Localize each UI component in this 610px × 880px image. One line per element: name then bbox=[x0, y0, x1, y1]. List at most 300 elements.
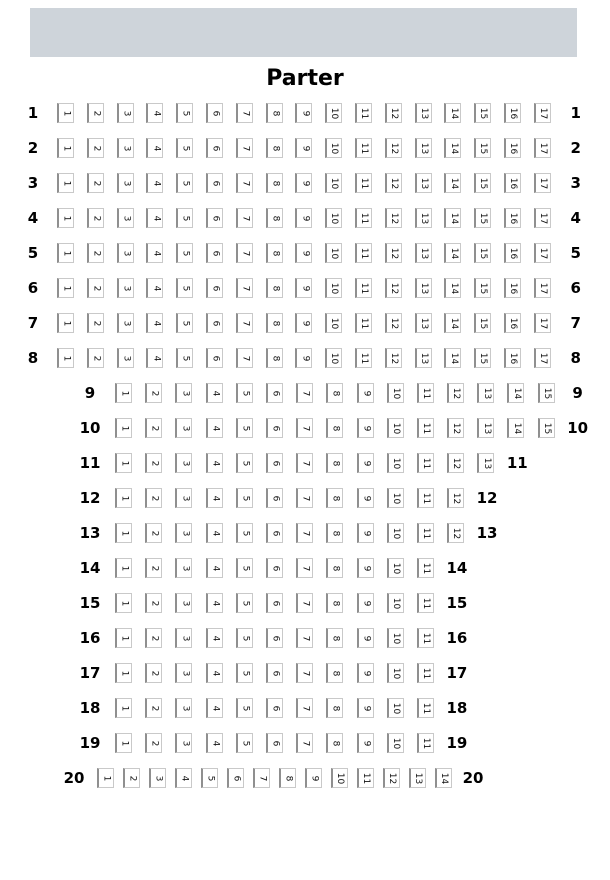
seat-number: 8 bbox=[270, 250, 281, 256]
seat-r4-s9[interactable] bbox=[295, 208, 312, 228]
seat-r16-s8[interactable] bbox=[326, 628, 343, 648]
seat-number: 6 bbox=[270, 740, 281, 746]
seat-r16-s9[interactable] bbox=[357, 628, 374, 648]
seat-r16-s3[interactable] bbox=[175, 628, 192, 648]
seat-r5-s7[interactable] bbox=[236, 243, 253, 263]
seat-r16-s4[interactable] bbox=[206, 628, 223, 648]
seat-r4-s6[interactable] bbox=[206, 208, 223, 228]
seat-r11-s6[interactable] bbox=[266, 453, 283, 473]
seat-r5-s5[interactable] bbox=[176, 243, 193, 263]
seat-r9-s12[interactable] bbox=[447, 383, 464, 403]
seat-number: 11 bbox=[359, 212, 370, 224]
seat-r10-s12[interactable] bbox=[447, 418, 464, 438]
seat-r19-s9[interactable] bbox=[357, 733, 374, 753]
seat-r4-s15[interactable] bbox=[474, 208, 491, 228]
seat-r7-s1[interactable] bbox=[57, 313, 74, 333]
seat-r10-s1[interactable] bbox=[115, 418, 132, 438]
seat-r7-s13[interactable] bbox=[415, 313, 432, 333]
seat-r2-s17[interactable] bbox=[534, 138, 551, 158]
seat-r6-s8[interactable] bbox=[266, 278, 283, 298]
seat-r7-s11[interactable] bbox=[355, 313, 372, 333]
seat-r1-s7[interactable] bbox=[236, 103, 253, 123]
seat-r13-s8[interactable] bbox=[326, 523, 343, 543]
seat-r19-s1[interactable] bbox=[115, 733, 132, 753]
seat-r12-s11[interactable] bbox=[417, 488, 434, 508]
seat-r20-s4[interactable] bbox=[175, 768, 192, 788]
seat-r9-s3[interactable] bbox=[175, 383, 192, 403]
seat-r5-s10[interactable] bbox=[325, 243, 342, 263]
seat-r11-s9[interactable] bbox=[357, 453, 374, 473]
seat-r20-s1[interactable] bbox=[97, 768, 114, 788]
seat-r4-s1[interactable] bbox=[57, 208, 74, 228]
seat-r5-s13[interactable] bbox=[415, 243, 432, 263]
seat-r14-s1[interactable] bbox=[115, 558, 132, 578]
seat-r4-s7[interactable] bbox=[236, 208, 253, 228]
seat-r14-s7[interactable] bbox=[296, 558, 313, 578]
seat-r1-s14[interactable] bbox=[444, 103, 461, 123]
seat-r4-s13[interactable] bbox=[415, 208, 432, 228]
seat-r13-s12[interactable] bbox=[447, 523, 464, 543]
seat-r2-s2[interactable] bbox=[87, 138, 104, 158]
seat-r6-s15[interactable] bbox=[474, 278, 491, 298]
seat-r2-s13[interactable] bbox=[415, 138, 432, 158]
seat-r5-s1[interactable] bbox=[57, 243, 74, 263]
seat-r20-s12[interactable] bbox=[383, 768, 400, 788]
seat-r7-s10[interactable] bbox=[325, 313, 342, 333]
seat-r9-s13[interactable] bbox=[477, 383, 494, 403]
seat-r15-s10[interactable] bbox=[387, 593, 404, 613]
seat-r7-s9[interactable] bbox=[295, 313, 312, 333]
seat-r13-s5[interactable] bbox=[236, 523, 253, 543]
seat-r1-s2[interactable] bbox=[87, 103, 104, 123]
seat-r2-s3[interactable] bbox=[117, 138, 134, 158]
seat-r5-s3[interactable] bbox=[117, 243, 134, 263]
seat-r5-s4[interactable] bbox=[146, 243, 163, 263]
seat-r13-s3[interactable] bbox=[175, 523, 192, 543]
seat-r3-s12[interactable] bbox=[385, 173, 402, 193]
seat-r11-s2[interactable] bbox=[145, 453, 162, 473]
seat-r10-s3[interactable] bbox=[175, 418, 192, 438]
seat-r4-s2[interactable] bbox=[87, 208, 104, 228]
seat-number: 3 bbox=[121, 320, 132, 326]
seat-r4-s16[interactable] bbox=[504, 208, 521, 228]
seat-r6-s1[interactable] bbox=[57, 278, 74, 298]
seat-r7-s5[interactable] bbox=[176, 313, 193, 333]
seat-r8-s5[interactable] bbox=[176, 348, 193, 368]
seat-r6-s12[interactable] bbox=[385, 278, 402, 298]
seat-r1-s10[interactable] bbox=[325, 103, 342, 123]
seat-r17-s8[interactable] bbox=[326, 663, 343, 683]
seat-r17-s1[interactable] bbox=[115, 663, 132, 683]
seat-r13-s6[interactable] bbox=[266, 523, 283, 543]
seat-r6-s3[interactable] bbox=[117, 278, 134, 298]
seat-r7-s2[interactable] bbox=[87, 313, 104, 333]
seat-r20-s3[interactable] bbox=[149, 768, 166, 788]
seat-r8-s16[interactable] bbox=[504, 348, 521, 368]
seat-r6-s16[interactable] bbox=[504, 278, 521, 298]
seat-r6-s4[interactable] bbox=[146, 278, 163, 298]
seat-r16-s11[interactable] bbox=[417, 628, 434, 648]
seat-r7-s14[interactable] bbox=[444, 313, 461, 333]
seat-r18-s10[interactable] bbox=[387, 698, 404, 718]
seat-r7-s16[interactable] bbox=[504, 313, 521, 333]
seat-r7-s8[interactable] bbox=[266, 313, 283, 333]
seat-r13-s9[interactable] bbox=[357, 523, 374, 543]
seat-r9-s11[interactable] bbox=[417, 383, 434, 403]
seat-r9-s4[interactable] bbox=[206, 383, 223, 403]
seat-r15-s11[interactable] bbox=[417, 593, 434, 613]
seat-r17-s11[interactable] bbox=[417, 663, 434, 683]
seat-r2-s4[interactable] bbox=[146, 138, 163, 158]
seat-r8-s11[interactable] bbox=[355, 348, 372, 368]
seat-r1-s17[interactable] bbox=[534, 103, 551, 123]
seat-r3-s2[interactable] bbox=[87, 173, 104, 193]
seat-r10-s9[interactable] bbox=[357, 418, 374, 438]
seat-r18-s6[interactable] bbox=[266, 698, 283, 718]
seat-r18-s11[interactable] bbox=[417, 698, 434, 718]
seat-r10-s7[interactable] bbox=[296, 418, 313, 438]
seat-r17-s4[interactable] bbox=[206, 663, 223, 683]
seat-r1-s3[interactable] bbox=[117, 103, 134, 123]
seat-r3-s8[interactable] bbox=[266, 173, 283, 193]
seat-r17-s2[interactable] bbox=[145, 663, 162, 683]
seat-r2-s14[interactable] bbox=[444, 138, 461, 158]
seat-r2-s11[interactable] bbox=[355, 138, 372, 158]
seat-r8-s12[interactable] bbox=[385, 348, 402, 368]
seat-r17-s10[interactable] bbox=[387, 663, 404, 683]
seat-r11-s10[interactable] bbox=[387, 453, 404, 473]
seat-r5-s16[interactable] bbox=[504, 243, 521, 263]
seat-number: 9 bbox=[299, 320, 310, 326]
seat-r12-s3[interactable] bbox=[175, 488, 192, 508]
seat-r16-s6[interactable] bbox=[266, 628, 283, 648]
seat-r11-s5[interactable] bbox=[236, 453, 253, 473]
seat-r2-s9[interactable] bbox=[295, 138, 312, 158]
seat-r10-s8[interactable] bbox=[326, 418, 343, 438]
seat-r13-s11[interactable] bbox=[417, 523, 434, 543]
seat-r8-s6[interactable] bbox=[206, 348, 223, 368]
seat-r15-s1[interactable] bbox=[115, 593, 132, 613]
seat-r19-s8[interactable] bbox=[326, 733, 343, 753]
seat-r12-s5[interactable] bbox=[236, 488, 253, 508]
seat-r20-s8[interactable] bbox=[279, 768, 296, 788]
seat-r1-s5[interactable] bbox=[176, 103, 193, 123]
seat-r8-s4[interactable] bbox=[146, 348, 163, 368]
seat-r6-s13[interactable] bbox=[415, 278, 432, 298]
seat-r14-s9[interactable] bbox=[357, 558, 374, 578]
seat-r15-s3[interactable] bbox=[175, 593, 192, 613]
seat-r10-s4[interactable] bbox=[206, 418, 223, 438]
seat-number: 10 bbox=[391, 457, 402, 469]
seat-r14-s5[interactable] bbox=[236, 558, 253, 578]
seat-r19-s5[interactable] bbox=[236, 733, 253, 753]
seat-r2-s7[interactable] bbox=[236, 138, 253, 158]
seat-r5-s2[interactable] bbox=[87, 243, 104, 263]
seat-r14-s11[interactable] bbox=[417, 558, 434, 578]
seat-r17-s9[interactable] bbox=[357, 663, 374, 683]
seat-r14-s6[interactable] bbox=[266, 558, 283, 578]
seat-r8-s10[interactable] bbox=[325, 348, 342, 368]
seat-r15-s2[interactable] bbox=[145, 593, 162, 613]
seat-r10-s13[interactable] bbox=[477, 418, 494, 438]
seat-r18-s9[interactable] bbox=[357, 698, 374, 718]
seat-r8-s2[interactable] bbox=[87, 348, 104, 368]
seat-r4-s11[interactable] bbox=[355, 208, 372, 228]
seat-r14-s2[interactable] bbox=[145, 558, 162, 578]
seat-r9-s15[interactable] bbox=[538, 383, 555, 403]
seat-r7-s3[interactable] bbox=[117, 313, 134, 333]
seat-r13-s1[interactable] bbox=[115, 523, 132, 543]
seat-r3-s10[interactable] bbox=[325, 173, 342, 193]
seat-r12-s12[interactable] bbox=[447, 488, 464, 508]
seat-r12-s10[interactable] bbox=[387, 488, 404, 508]
seat-r6-s17[interactable] bbox=[534, 278, 551, 298]
seat-r18-s3[interactable] bbox=[175, 698, 192, 718]
seat-r14-s8[interactable] bbox=[326, 558, 343, 578]
seat-number: 11 bbox=[421, 632, 432, 644]
seat-r18-s7[interactable] bbox=[296, 698, 313, 718]
seat-r2-s6[interactable] bbox=[206, 138, 223, 158]
seat-r6-s11[interactable] bbox=[355, 278, 372, 298]
seat-r16-s7[interactable] bbox=[296, 628, 313, 648]
row-label-right: 12 bbox=[476, 488, 498, 507]
seat-r15-s8[interactable] bbox=[326, 593, 343, 613]
seat-r3-s13[interactable] bbox=[415, 173, 432, 193]
seat-r9-s1[interactable] bbox=[115, 383, 132, 403]
seat-r7-s7[interactable] bbox=[236, 313, 253, 333]
seat-r9-s5[interactable] bbox=[236, 383, 253, 403]
seat-r1-s9[interactable] bbox=[295, 103, 312, 123]
seat-r20-s2[interactable] bbox=[123, 768, 140, 788]
seat-r16-s10[interactable] bbox=[387, 628, 404, 648]
seat-r3-s16[interactable] bbox=[504, 173, 521, 193]
seat-r20-s11[interactable] bbox=[357, 768, 374, 788]
seat-r19-s3[interactable] bbox=[175, 733, 192, 753]
seat-r2-s5[interactable] bbox=[176, 138, 193, 158]
seat-r17-s7[interactable] bbox=[296, 663, 313, 683]
seat-r7-s6[interactable] bbox=[206, 313, 223, 333]
seat-r18-s2[interactable] bbox=[145, 698, 162, 718]
seat-r15-s9[interactable] bbox=[357, 593, 374, 613]
seat-r20-s14[interactable] bbox=[435, 768, 452, 788]
seat-r18-s5[interactable] bbox=[236, 698, 253, 718]
seat-r19-s11[interactable] bbox=[417, 733, 434, 753]
seat-r1-s16[interactable] bbox=[504, 103, 521, 123]
seat-r10-s2[interactable] bbox=[145, 418, 162, 438]
seat-r11-s12[interactable] bbox=[447, 453, 464, 473]
seat-r1-s1[interactable] bbox=[57, 103, 74, 123]
seat-r13-s2[interactable] bbox=[145, 523, 162, 543]
seat-r13-s4[interactable] bbox=[206, 523, 223, 543]
row-label-right: 2 bbox=[570, 138, 581, 157]
seat-r5-s11[interactable] bbox=[355, 243, 372, 263]
seat-r19-s4[interactable] bbox=[206, 733, 223, 753]
seat-r3-s1[interactable] bbox=[57, 173, 74, 193]
seat-r3-s14[interactable] bbox=[444, 173, 461, 193]
seat-r3-s15[interactable] bbox=[474, 173, 491, 193]
seat-r6-s7[interactable] bbox=[236, 278, 253, 298]
seat-r13-s10[interactable] bbox=[387, 523, 404, 543]
seat-r4-s17[interactable] bbox=[534, 208, 551, 228]
seat-r10-s15[interactable] bbox=[538, 418, 555, 438]
seat-r6-s6[interactable] bbox=[206, 278, 223, 298]
seat-r8-s3[interactable] bbox=[117, 348, 134, 368]
seat-r8-s17[interactable] bbox=[534, 348, 551, 368]
seat-r4-s5[interactable] bbox=[176, 208, 193, 228]
seat-r19-s6[interactable] bbox=[266, 733, 283, 753]
seat-r5-s15[interactable] bbox=[474, 243, 491, 263]
seat-r10-s6[interactable] bbox=[266, 418, 283, 438]
seat-r1-s12[interactable] bbox=[385, 103, 402, 123]
seat-r16-s1[interactable] bbox=[115, 628, 132, 648]
seat-r8-s14[interactable] bbox=[444, 348, 461, 368]
seat-r2-s16[interactable] bbox=[504, 138, 521, 158]
seat-r8-s8[interactable] bbox=[266, 348, 283, 368]
seat-r1-s8[interactable] bbox=[266, 103, 283, 123]
seat-r5-s14[interactable] bbox=[444, 243, 461, 263]
seat-r14-s3[interactable] bbox=[175, 558, 192, 578]
seat-r3-s7[interactable] bbox=[236, 173, 253, 193]
seat-r8-s7[interactable] bbox=[236, 348, 253, 368]
seat-number: 8 bbox=[270, 285, 281, 291]
seat-r5-s9[interactable] bbox=[295, 243, 312, 263]
seat-r4-s4[interactable] bbox=[146, 208, 163, 228]
seat-r3-s11[interactable] bbox=[355, 173, 372, 193]
seat-r10-s10[interactable] bbox=[387, 418, 404, 438]
seat-r7-s17[interactable] bbox=[534, 313, 551, 333]
seat-r20-s13[interactable] bbox=[409, 768, 426, 788]
seat-r15-s5[interactable] bbox=[236, 593, 253, 613]
seat-r18-s4[interactable] bbox=[206, 698, 223, 718]
seat-r1-s13[interactable] bbox=[415, 103, 432, 123]
seat-r11-s11[interactable] bbox=[417, 453, 434, 473]
seat-r2-s1[interactable] bbox=[57, 138, 74, 158]
seat-number: 6 bbox=[210, 110, 221, 116]
seat-r7-s12[interactable] bbox=[385, 313, 402, 333]
seat-r8-s15[interactable] bbox=[474, 348, 491, 368]
seat-r2-s8[interactable] bbox=[266, 138, 283, 158]
seat-r7-s4[interactable] bbox=[146, 313, 163, 333]
seat-r17-s5[interactable] bbox=[236, 663, 253, 683]
seat-r20-s10[interactable] bbox=[331, 768, 348, 788]
seat-r11-s13[interactable] bbox=[477, 453, 494, 473]
seat-r12-s8[interactable] bbox=[326, 488, 343, 508]
seat-r2-s12[interactable] bbox=[385, 138, 402, 158]
seat-r12-s9[interactable] bbox=[357, 488, 374, 508]
seat-r1-s6[interactable] bbox=[206, 103, 223, 123]
seat-r15-s4[interactable] bbox=[206, 593, 223, 613]
seat-r11-s1[interactable] bbox=[115, 453, 132, 473]
seat-r20-s9[interactable] bbox=[305, 768, 322, 788]
seat-r16-s5[interactable] bbox=[236, 628, 253, 648]
seat-r4-s14[interactable] bbox=[444, 208, 461, 228]
seat-r20-s6[interactable] bbox=[227, 768, 244, 788]
seat-r11-s4[interactable] bbox=[206, 453, 223, 473]
seat-r10-s11[interactable] bbox=[417, 418, 434, 438]
row-seats bbox=[57, 278, 551, 298]
seat-r16-s2[interactable] bbox=[145, 628, 162, 648]
seat-r1-s4[interactable] bbox=[146, 103, 163, 123]
seat-r4-s12[interactable] bbox=[385, 208, 402, 228]
seat-r18-s8[interactable] bbox=[326, 698, 343, 718]
seat-r5-s6[interactable] bbox=[206, 243, 223, 263]
seat-r11-s3[interactable] bbox=[175, 453, 192, 473]
seat-r6-s10[interactable] bbox=[325, 278, 342, 298]
seat-r3-s3[interactable] bbox=[117, 173, 134, 193]
seat-r2-s15[interactable] bbox=[474, 138, 491, 158]
seat-r14-s4[interactable] bbox=[206, 558, 223, 578]
seat-number: 3 bbox=[179, 390, 190, 396]
seat-r6-s9[interactable] bbox=[295, 278, 312, 298]
seat-r9-s7[interactable] bbox=[296, 383, 313, 403]
seat-r6-s2[interactable] bbox=[87, 278, 104, 298]
seat-r11-s8[interactable] bbox=[326, 453, 343, 473]
seat-r12-s2[interactable] bbox=[145, 488, 162, 508]
seat-number: 12 bbox=[451, 527, 462, 539]
seat-r15-s7[interactable] bbox=[296, 593, 313, 613]
seat-r1-s15[interactable] bbox=[474, 103, 491, 123]
seat-r9-s2[interactable] bbox=[145, 383, 162, 403]
seat-r10-s5[interactable] bbox=[236, 418, 253, 438]
seat-r20-s7[interactable] bbox=[253, 768, 270, 788]
seat-r9-s14[interactable] bbox=[507, 383, 524, 403]
seat-r12-s6[interactable] bbox=[266, 488, 283, 508]
seat-r2-s10[interactable] bbox=[325, 138, 342, 158]
seat-r5-s12[interactable] bbox=[385, 243, 402, 263]
seat-r8-s13[interactable] bbox=[415, 348, 432, 368]
seat-r3-s6[interactable] bbox=[206, 173, 223, 193]
seat-r10-s14[interactable] bbox=[507, 418, 524, 438]
seat-r7-s15[interactable] bbox=[474, 313, 491, 333]
seat-r11-s7[interactable] bbox=[296, 453, 313, 473]
seat-r5-s8[interactable] bbox=[266, 243, 283, 263]
seat-r3-s17[interactable] bbox=[534, 173, 551, 193]
seat-r8-s1[interactable] bbox=[57, 348, 74, 368]
seat-r12-s7[interactable] bbox=[296, 488, 313, 508]
seat-r12-s1[interactable] bbox=[115, 488, 132, 508]
seat-r9-s9[interactable] bbox=[357, 383, 374, 403]
seat-r1-s11[interactable] bbox=[355, 103, 372, 123]
seat-r15-s6[interactable] bbox=[266, 593, 283, 613]
seat-r5-s17[interactable] bbox=[534, 243, 551, 263]
seat-r17-s3[interactable] bbox=[175, 663, 192, 683]
seat-r19-s7[interactable] bbox=[296, 733, 313, 753]
seat-r6-s5[interactable] bbox=[176, 278, 193, 298]
seat-r8-s9[interactable] bbox=[295, 348, 312, 368]
seat-r4-s10[interactable] bbox=[325, 208, 342, 228]
seat-r19-s10[interactable] bbox=[387, 733, 404, 753]
seat-r6-s14[interactable] bbox=[444, 278, 461, 298]
seat-r13-s7[interactable] bbox=[296, 523, 313, 543]
seat-r4-s8[interactable] bbox=[266, 208, 283, 228]
row-seats bbox=[115, 558, 434, 578]
seat-r9-s6[interactable] bbox=[266, 383, 283, 403]
seat-r3-s4[interactable] bbox=[146, 173, 163, 193]
seat-r9-s10[interactable] bbox=[387, 383, 404, 403]
seat-r14-s10[interactable] bbox=[387, 558, 404, 578]
seat-r4-s3[interactable] bbox=[117, 208, 134, 228]
seat-r3-s9[interactable] bbox=[295, 173, 312, 193]
seat-r20-s5[interactable] bbox=[201, 768, 218, 788]
seat-number: 4 bbox=[150, 320, 161, 326]
seat-r12-s4[interactable] bbox=[206, 488, 223, 508]
seat-r9-s8[interactable] bbox=[326, 383, 343, 403]
seat-r19-s2[interactable] bbox=[145, 733, 162, 753]
seat-r17-s6[interactable] bbox=[266, 663, 283, 683]
seat-r3-s5[interactable] bbox=[176, 173, 193, 193]
seat-r18-s1[interactable] bbox=[115, 698, 132, 718]
seat-number: 1 bbox=[119, 635, 130, 641]
